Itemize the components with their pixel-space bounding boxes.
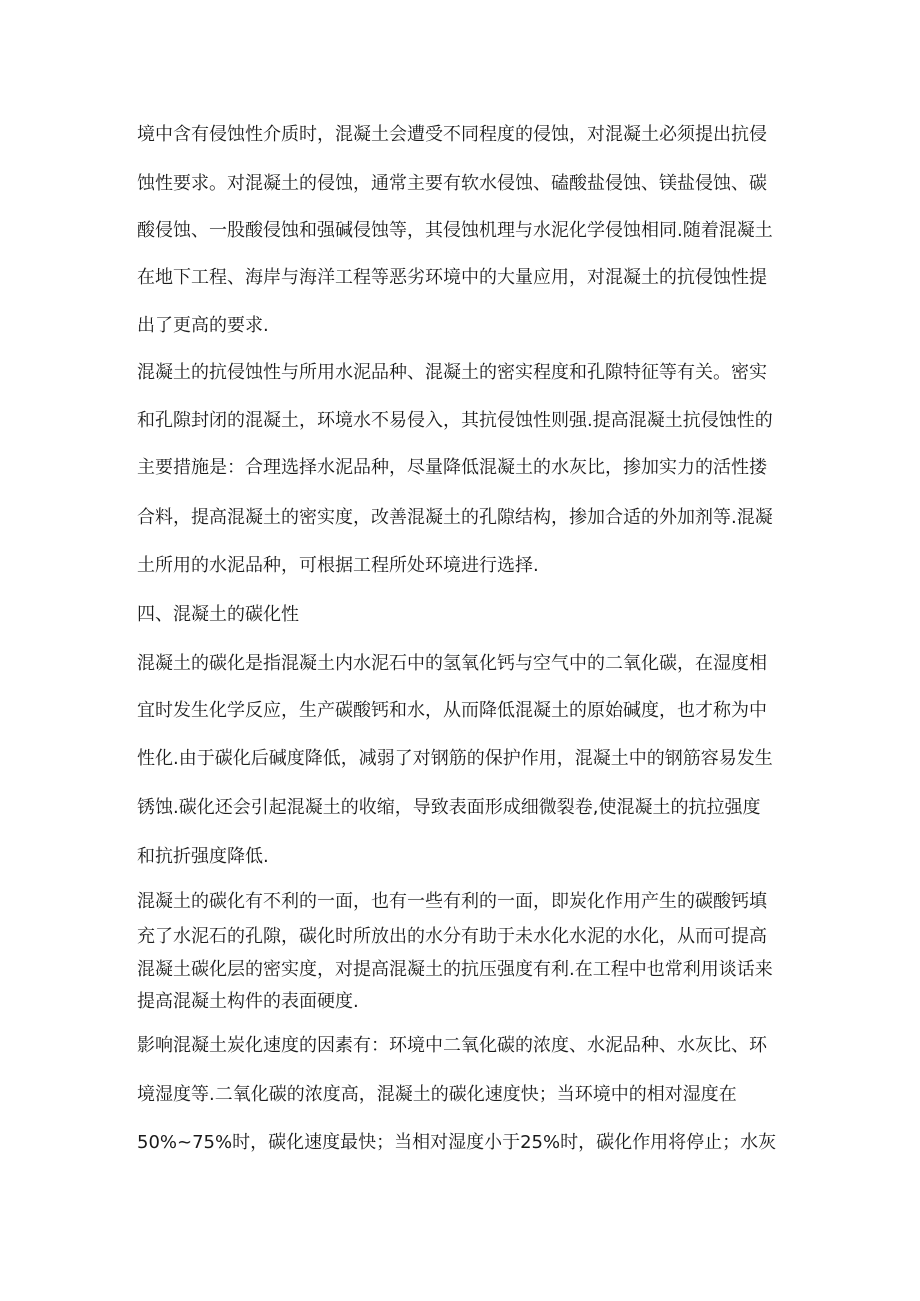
paragraph-line: 合料，提高混凝土的密实度，改善混凝土的孔隙结构，掺加合适的外加剂等.混凝	[137, 507, 773, 528]
paragraph-line: 性化.由于碳化后碱度降低，减弱了对钢筋的保护作用，混凝土中的钢筋容易发生	[137, 748, 773, 769]
paragraph-line: 影响混凝土炭化速度的因素有：环境中二氧化碳的浓度、水泥品种、水灰比、环	[137, 1035, 767, 1056]
paragraph-line: 和孔隙封闭的混凝土，环境水不易侵入，其抗侵蚀性则强.提高混凝土抗侵蚀性的	[137, 410, 773, 431]
paragraph-line: 宜时发生化学反应，生产碳酸钙和水，从而降低混凝土的原始碱度，也才称为中	[137, 700, 767, 721]
section-heading: 四、混凝土的碳化性	[137, 604, 299, 625]
paragraph-line: 锈蚀.碳化还会引起混凝土的收缩，导致表面形成细微裂卷,使混凝土的抗拉强度	[137, 797, 761, 818]
paragraph-line: 酸侵蚀、一股酸侵蚀和强碱侵蚀等，其侵蚀机理与水泥化学侵蚀相同.随着混凝土	[137, 220, 773, 241]
paragraph-line: 境中含有侵蚀性介质时，混凝土会遭受不同程度的侵蚀，对混凝土必须提出抗侵	[137, 124, 767, 145]
paragraph-line: 主要措施是：合理选择水泥品种，尽量降低混凝土的水灰比，掺加实力的活性搂	[137, 457, 767, 478]
paragraph-line: 提高混凝土构件的表面硬度.	[137, 991, 359, 1012]
paragraph-line: 充了水泥石的孔隙，碳化时所放出的水分有助于未水化水泥的水化，从而可提高	[137, 926, 767, 947]
paragraph-line: 出了更高的要求.	[137, 315, 269, 336]
paragraph-line: 混凝土碳化层的密实度，对提高混凝土的抗压强度有利.在工程中也常利用谈话来	[137, 959, 773, 980]
paragraph-line: 土所用的水泥品种，可根据工程所处环境进行选择.	[137, 555, 539, 576]
paragraph-line: 境湿度等.二氧化碳的浓度高，混凝土的碳化速度快；当环境中的相对湿度在	[137, 1084, 737, 1105]
paragraph-line: 混凝土的抗侵蚀性与所用水泥品种、混凝土的密实程度和孔隙特征等有关。密实	[137, 362, 767, 383]
paragraph-line: 混凝土的碳化是指混凝土内水泥石中的氢氧化钙与空气中的二氧化碳，在湿度相	[137, 653, 767, 674]
paragraph-line: 在地下工程、海岸与海洋工程等恶劣环境中的大量应用，对混凝土的抗侵蚀性提	[137, 267, 767, 288]
paragraph-line: 和抗折强度降低.	[137, 846, 269, 867]
paragraph-line: 蚀性要求。对混凝土的侵蚀，通常主要有软水侵蚀、磕酸盐侵蚀、镁盐侵蚀、碳	[137, 173, 767, 194]
paragraph-line: 混凝土的碳化有不利的一面，也有一些有利的一面，即炭化作用产生的碳酸钙填	[137, 891, 767, 912]
paragraph-line: 50%~75%时，碳化速度最快；当相对湿度小于25%时，碳化作用将停止；水灰	[137, 1132, 777, 1153]
